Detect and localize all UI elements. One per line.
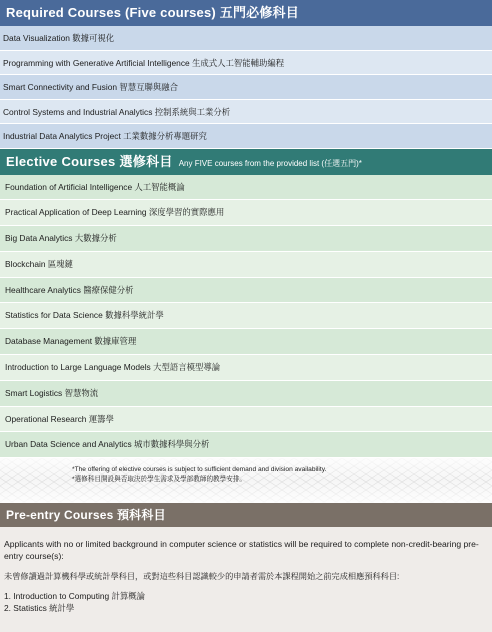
preentry-text-chinese: 未曾修讀過計算機科學或統計學科目，或對這些科目認識較少的申請者需於本課程開始之前完成相應預科科目: — [4, 572, 400, 582]
elective-course-item: Smart Logistics 智慧物流 — [0, 381, 492, 407]
elective-courses-subtitle: Any FIVE courses from the provided list (任選五門)* — [178, 158, 362, 168]
elective-course-list — [0, 175, 492, 459]
required-course-item: Programming with Generative Artificial Intelligence 生成式人工智能輔助編程 — [0, 51, 492, 76]
elective-course-item: Introduction to Large Language Models 大型語言模型導論 — [0, 355, 492, 381]
preentry-body — [0, 527, 492, 632]
preentry-text-english: Applicants with no or limited background in computer science or statistics will be required to complete non-credit-bearing pre-entry course(s): — [4, 539, 479, 562]
required-course-item: Industrial Data Analytics Project 工業數據分析專題研究 — [0, 124, 492, 149]
required-course-list — [0, 26, 492, 149]
required-courses-header: Required Courses (Five courses) 五門必修科目 — [0, 0, 492, 26]
required-course-item: Control Systems and Industrial Analytics 控制系統與工業分析 — [0, 100, 492, 125]
elective-notes — [0, 458, 492, 503]
preentry-course-item: 2. Statistics 統計學 — [4, 603, 75, 614]
note-english: *The offering of elective courses is subject to sufficient demand and division availability. — [72, 466, 327, 474]
preentry-courses-header: Pre-entry Courses 預科科目 — [0, 503, 492, 527]
elective-course-item: Urban Data Science and Analytics 城市數據科學與分析 — [0, 432, 492, 458]
elective-course-item: Foundation of Artificial Intelligence 人工智能概論 — [0, 175, 492, 201]
elective-course-item: Database Management 數據庫管理 — [0, 329, 492, 355]
elective-course-item: Statistics for Data Science 數據科學統計學 — [0, 303, 492, 329]
elective-course-item: Operational Research 運籌學 — [0, 407, 492, 433]
required-course-item: Data Visualization 數據可視化 — [0, 26, 492, 51]
note-chinese: *選修科目開設與否取決於學生需求及學部教師的教學安排。 — [72, 476, 247, 484]
required-course-item: Smart Connectivity and Fusion 智慧互聯與融合 — [0, 75, 492, 100]
elective-course-item: Blockchain 區塊鏈 — [0, 252, 492, 278]
elective-course-item: Healthcare Analytics 醫療保健分析 — [0, 278, 492, 304]
elective-course-item: Practical Application of Deep Learning 深度學習的實際應用 — [0, 200, 492, 226]
elective-courses-title: Elective Courses 選修科目 — [6, 153, 173, 169]
elective-courses-header — [0, 149, 492, 175]
preentry-course-item: 1. Introduction to Computing 計算概論 — [4, 591, 146, 602]
elective-course-item: Big Data Analytics 大數據分析 — [0, 226, 492, 252]
